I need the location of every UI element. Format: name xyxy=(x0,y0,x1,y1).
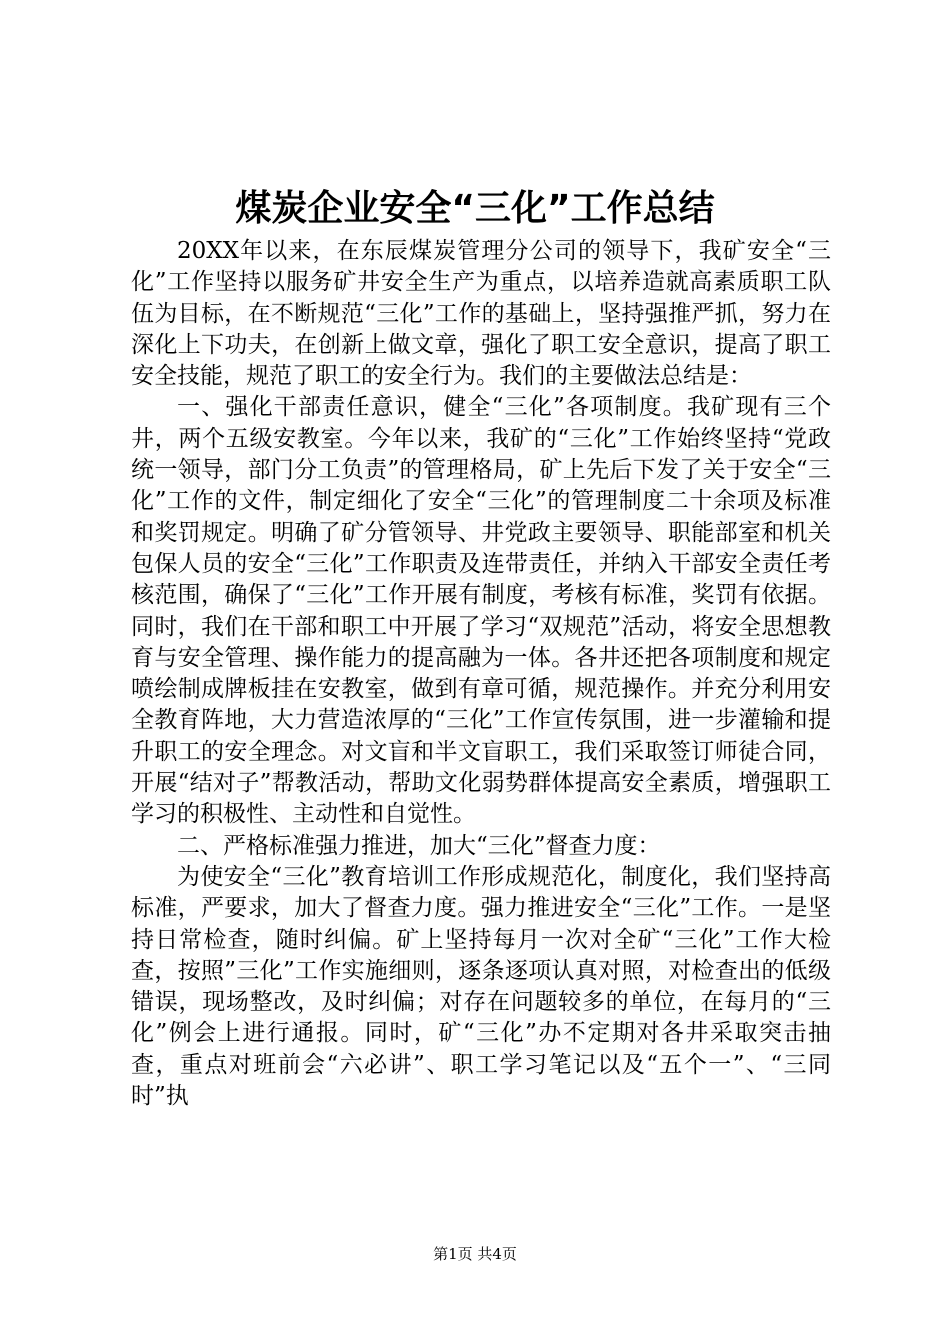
document-body xyxy=(131,236,831,1112)
page-footer: 第1页 共4页 xyxy=(433,1245,517,1263)
document-title: 煤炭企业安全“三化”工作总结 xyxy=(235,188,715,229)
paragraph-section-1: 一、强化干部责任意识，健全“三化”各项制度。我矿现有三个井，两个五级安教室。今年以来，我矿的“三化”工作始终坚持“党政统一领导，部门分工负责”的管理格局，矿上先后下发了关于安全“三化”工作的文件，制定细化了安全“三化”的管理制度二十余项及标准和奖罚规定。明确了矿分管领导、井党政主要领导、职能部室和机关包保人员的安全“三化”工作职责及连带责任，并纳入干部安全责任考核范围，确保了“三化”工作开展有制度，考核有标准，奖罚有依据。同时，我们在干部和职工中开展了学习“双规范”活动，将安全思想教育与安全管理、操作能力的提高融为一体。各井还把各项制度和规定喷绘制成牌板挂在安教室，做到有章可循，规范操作。并充分利用安全教育阵地，大力营造浓厚的“三化”工作宣传氛围，进一步灌输和提升职工的安全理念。对文盲和半文盲职工，我们采取签订师徒合同，开展“结对子”帮教活动，帮助文化弱势群体提高安全素质，增强职工学习的积极性、主动性和自觉性。 xyxy=(131,394,831,828)
paragraph-intro: 20XX年以来，在东辰煤炭管理分公司的领导下，我矿安全“三化”工作坚持以服务矿井安全生产为重点，以培养造就高素质职工队伍为目标，在不断规范“三化”工作的基础上，坚持强推严抓，努力在深化上下功夫，在创新上做文章，强化了职工安全意识，提高了职工安全技能，规范了职工的安全行为。我们的主要做法总结是： xyxy=(131,238,831,390)
paragraph-section-2-heading: 二、严格标准强力推进，加大“三化”督查力度： xyxy=(177,832,661,859)
paragraph-section-2-body: 为使安全“三化”教育培训工作形成规范化，制度化，我们坚持高标准，严要求，加大了督查力度。强力推进安全“三化”工作。一是坚持日常检查，随时纠偏。矿上坚持每月一次对全矿“三化”工作大检查，按照”三化”工作实施细则，逐条逐项认真对照，对检查出的低级错误，现场整改，及时纠偏；对存在问题较多的单位，在每月的“三化”例会上进行通报。同时，矿“三化”办不定期对各井采取突击抽查，重点对班前会“六必讲”、职工学习笔记以及“五个一”、“三同时”执 xyxy=(131,863,831,1110)
